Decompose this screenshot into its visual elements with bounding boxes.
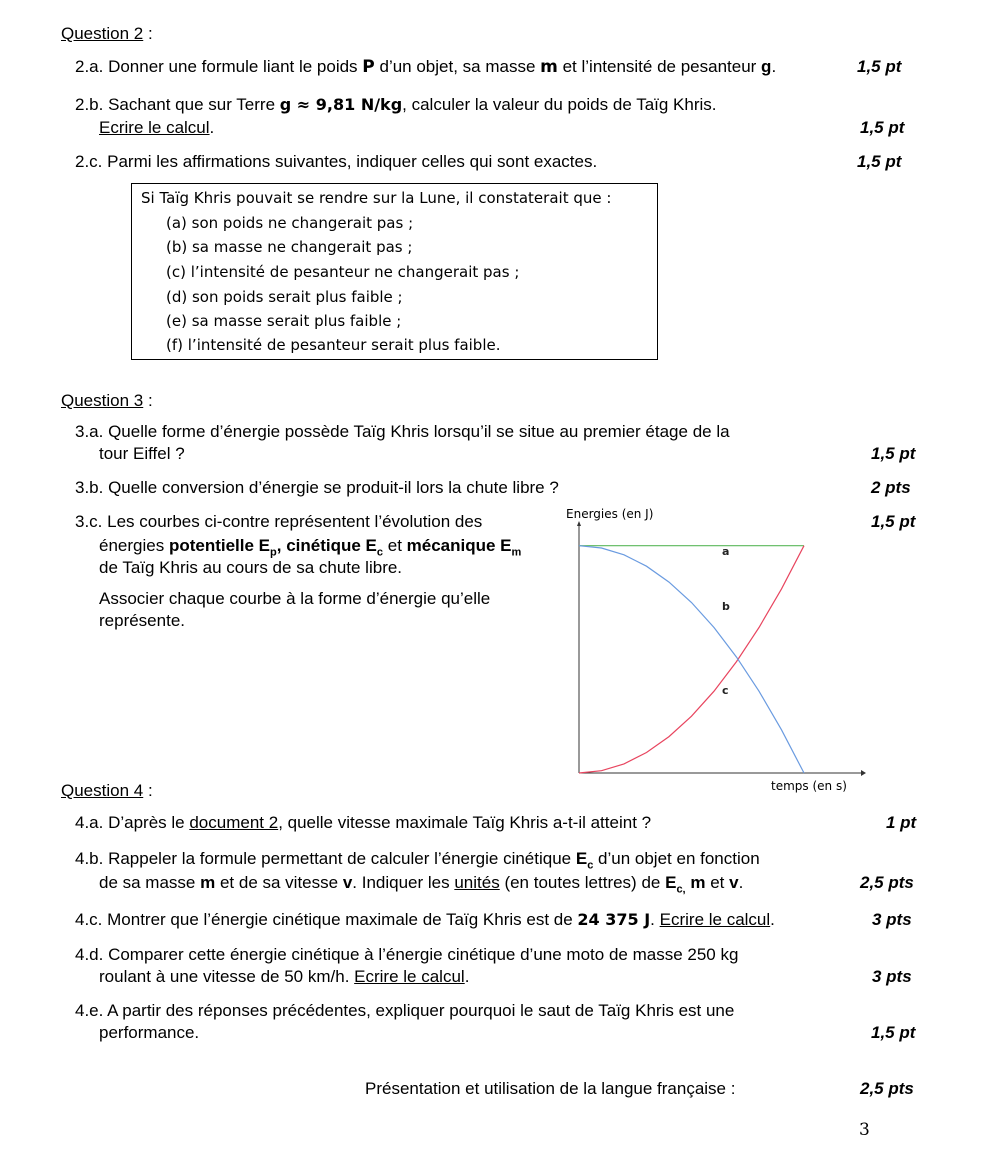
q4b-et: et [705,873,730,892]
q2b-g-value: g ≈ 9,81 N/kg [279,95,403,114]
q2a-part4: . [771,57,777,76]
q2c-points: 1,5 pt [857,152,902,171]
q4b-v: v [342,873,353,892]
q2a-part1: 2.a. Donner une formule liant le poids [75,57,363,76]
q4d-ecrire-calcul: Ecrire le calcul [354,967,465,986]
q4d-points: 3 pts [872,967,912,986]
q3a-line2: tour Eiffel ? [99,444,185,463]
q4d-line2 [99,966,469,987]
q4b-Ec2-sub: c, [676,883,686,896]
q4b-indiquer: . Indiquer les [352,873,455,892]
q4c-end: . [770,910,775,929]
q4e-line2: performance. [99,1023,200,1042]
q4c-ecrire-calcul: Ecrire le calcul [659,910,771,929]
presentation-text: Présentation et utilisation de la langue française : [365,1079,736,1098]
presentation-points: 2,5 pts [860,1079,914,1098]
q4d-part1: roulant à une vitesse de 50 km/h. [99,967,355,986]
question-4-heading [61,780,153,801]
q4b-end: . [738,873,744,892]
chart-series-label-b: b [722,600,730,613]
q4a-points: 1 pt [886,813,917,832]
q4b-line1 [75,848,760,873]
q2c-text: 2.c. Parmi les affirmations suivantes, indiquer celles qui sont exactes. [75,152,598,171]
q2a-part2: d’un objet, sa masse [374,57,541,76]
question-2-colon: : [143,24,153,43]
chart-series-label-c: c [722,684,729,697]
q3c-points: 1,5 pt [871,512,916,531]
box-item-e: (e) sa masse serait plus faible ; [166,312,402,330]
q2b-ecrire-calcul: Ecrire le calcul [99,118,210,137]
question-4-title: Question 4 [61,781,144,800]
box-item-c: (c) l’intensité de pesanteur ne changerait pas ; [166,263,520,281]
q4d-line1: 4.d. Comparer cette énergie cinétique à l’énergie cinétique d’une moto de masse 250 kg [75,945,739,964]
chart-x-axis-arrow [861,770,866,776]
question-2-heading [61,23,153,44]
chart-series-line-b [579,546,804,773]
q4b-part1: 4.b. Rappeler la formule permettant de calculer l’énergie cinétique [75,849,576,868]
chart-y-axis-label: Energies (en J) [566,507,654,521]
q4b-m: m [200,873,216,892]
energy-chart [550,500,870,800]
q2b-part2: , calculer la valeur du poids de Taïg Khris. [402,95,717,114]
q2a-text [75,56,776,78]
chart-y-axis-arrow [577,521,581,526]
chart-x-axis-label: temps (en s) [771,779,847,793]
q4c-part1: 4.c. Montrer que l’énergie cinétique maximale de Taïg Khris est de [75,910,578,929]
q4b-de: (en toutes lettres) de [499,873,666,892]
q4e-line1: 4.e. A partir des réponses précédentes, expliquer pourquoi le saut de Taïg Khris est une [75,1001,735,1020]
q2b-text [75,94,717,115]
affirmations-box [131,183,658,360]
q2a-P: P [362,57,375,77]
question-3-heading [61,390,153,411]
q2b-points: 1,5 pt [860,118,905,137]
question-3-colon: : [143,391,153,410]
q3c-line5: représente. [99,611,185,630]
question-4-colon: : [143,781,153,800]
q3c-line3: de Taïg Khris au cours de sa chute libre. [99,558,403,577]
q3c-sub-p: p [270,546,277,559]
q2b-line2 [99,117,214,138]
q2a-g: g [761,57,772,76]
q3c-potentielle: potentielle E [168,536,271,555]
q4c-points: 3 pts [872,910,912,929]
q4d-end: . [464,967,470,986]
chart-series-line-c [579,546,804,773]
q4b-v2: v [729,873,739,892]
q4b-unites: unités [454,873,500,892]
chart-series-label-a: a [722,545,730,558]
q4b-points: 2,5 pts [860,873,914,892]
q3c-energies: énergies [99,536,169,555]
q3c-et: et [383,536,407,555]
q4a-part2: , quelle vitesse maximale Taïg Khris a-t-il atteint ? [278,813,652,832]
box-header: Si Taïg Khris pouvait se rendre sur la Lune, il constaterait que : [141,189,612,207]
q4a-document-2: document 2 [189,813,279,832]
q3c-cinetique: , cinétique E [276,536,377,555]
question-2-title: Question 2 [61,24,144,43]
q2b-part1: 2.b. Sachant que sur Terre [75,95,280,114]
q3c-line1: 3.c. Les courbes ci-contre représentent l’évolution des [75,512,483,531]
q4b-Ec2: E [665,873,677,892]
q3a-line1: 3.a. Quelle forme d’énergie possède Taïg Khris lorsqu’il se situe au premier étage de la [75,422,730,441]
q3a-points: 1,5 pt [871,444,916,463]
q4e-points: 1,5 pt [871,1023,916,1042]
q3c-line4: Associer chaque courbe à la forme d’énergie qu’elle [99,589,491,608]
q4c-text [75,909,775,930]
q4b-m2: m [685,873,706,892]
q4a-part1: 4.a. D’après le [75,813,190,832]
box-item-b: (b) sa masse ne changerait pas ; [166,238,413,256]
q3c-sub-m: m [511,546,522,559]
q4b-Ec-sub: c [587,859,594,872]
page-number: 3 [859,1120,870,1140]
q4b-Ec: E [575,849,588,868]
q2a-part3: et l’intensité de pesanteur [557,57,762,76]
q4c-part2: . [650,910,660,929]
q4a-text [75,812,651,833]
q3b-points: 2 pts [871,478,911,497]
q2a-m: m [540,57,558,77]
q2a-points: 1,5 pt [857,57,902,76]
question-3-title: Question 3 [61,391,144,410]
q4b-vitesse: et de sa vitesse [215,873,343,892]
q4b-part2: d’un objet en fonction [593,849,760,868]
q4b-masse: de sa masse [99,873,201,892]
q2b-end: . [209,118,215,137]
q4c-value: 24 375 J [577,910,651,929]
box-item-d: (d) son poids serait plus faible ; [166,288,403,306]
box-item-a: (a) son poids ne changerait pas ; [166,214,414,232]
box-item-f: (f) l’intensité de pesanteur serait plus faible. [166,336,501,354]
q3c-sub-c: c [376,546,384,559]
q4b-line2 [99,872,743,897]
q3c-mecanique: mécanique E [406,536,512,555]
q3b-text: 3.b. Quelle conversion d’énergie se produit-il lors la chute libre ? [75,478,559,497]
